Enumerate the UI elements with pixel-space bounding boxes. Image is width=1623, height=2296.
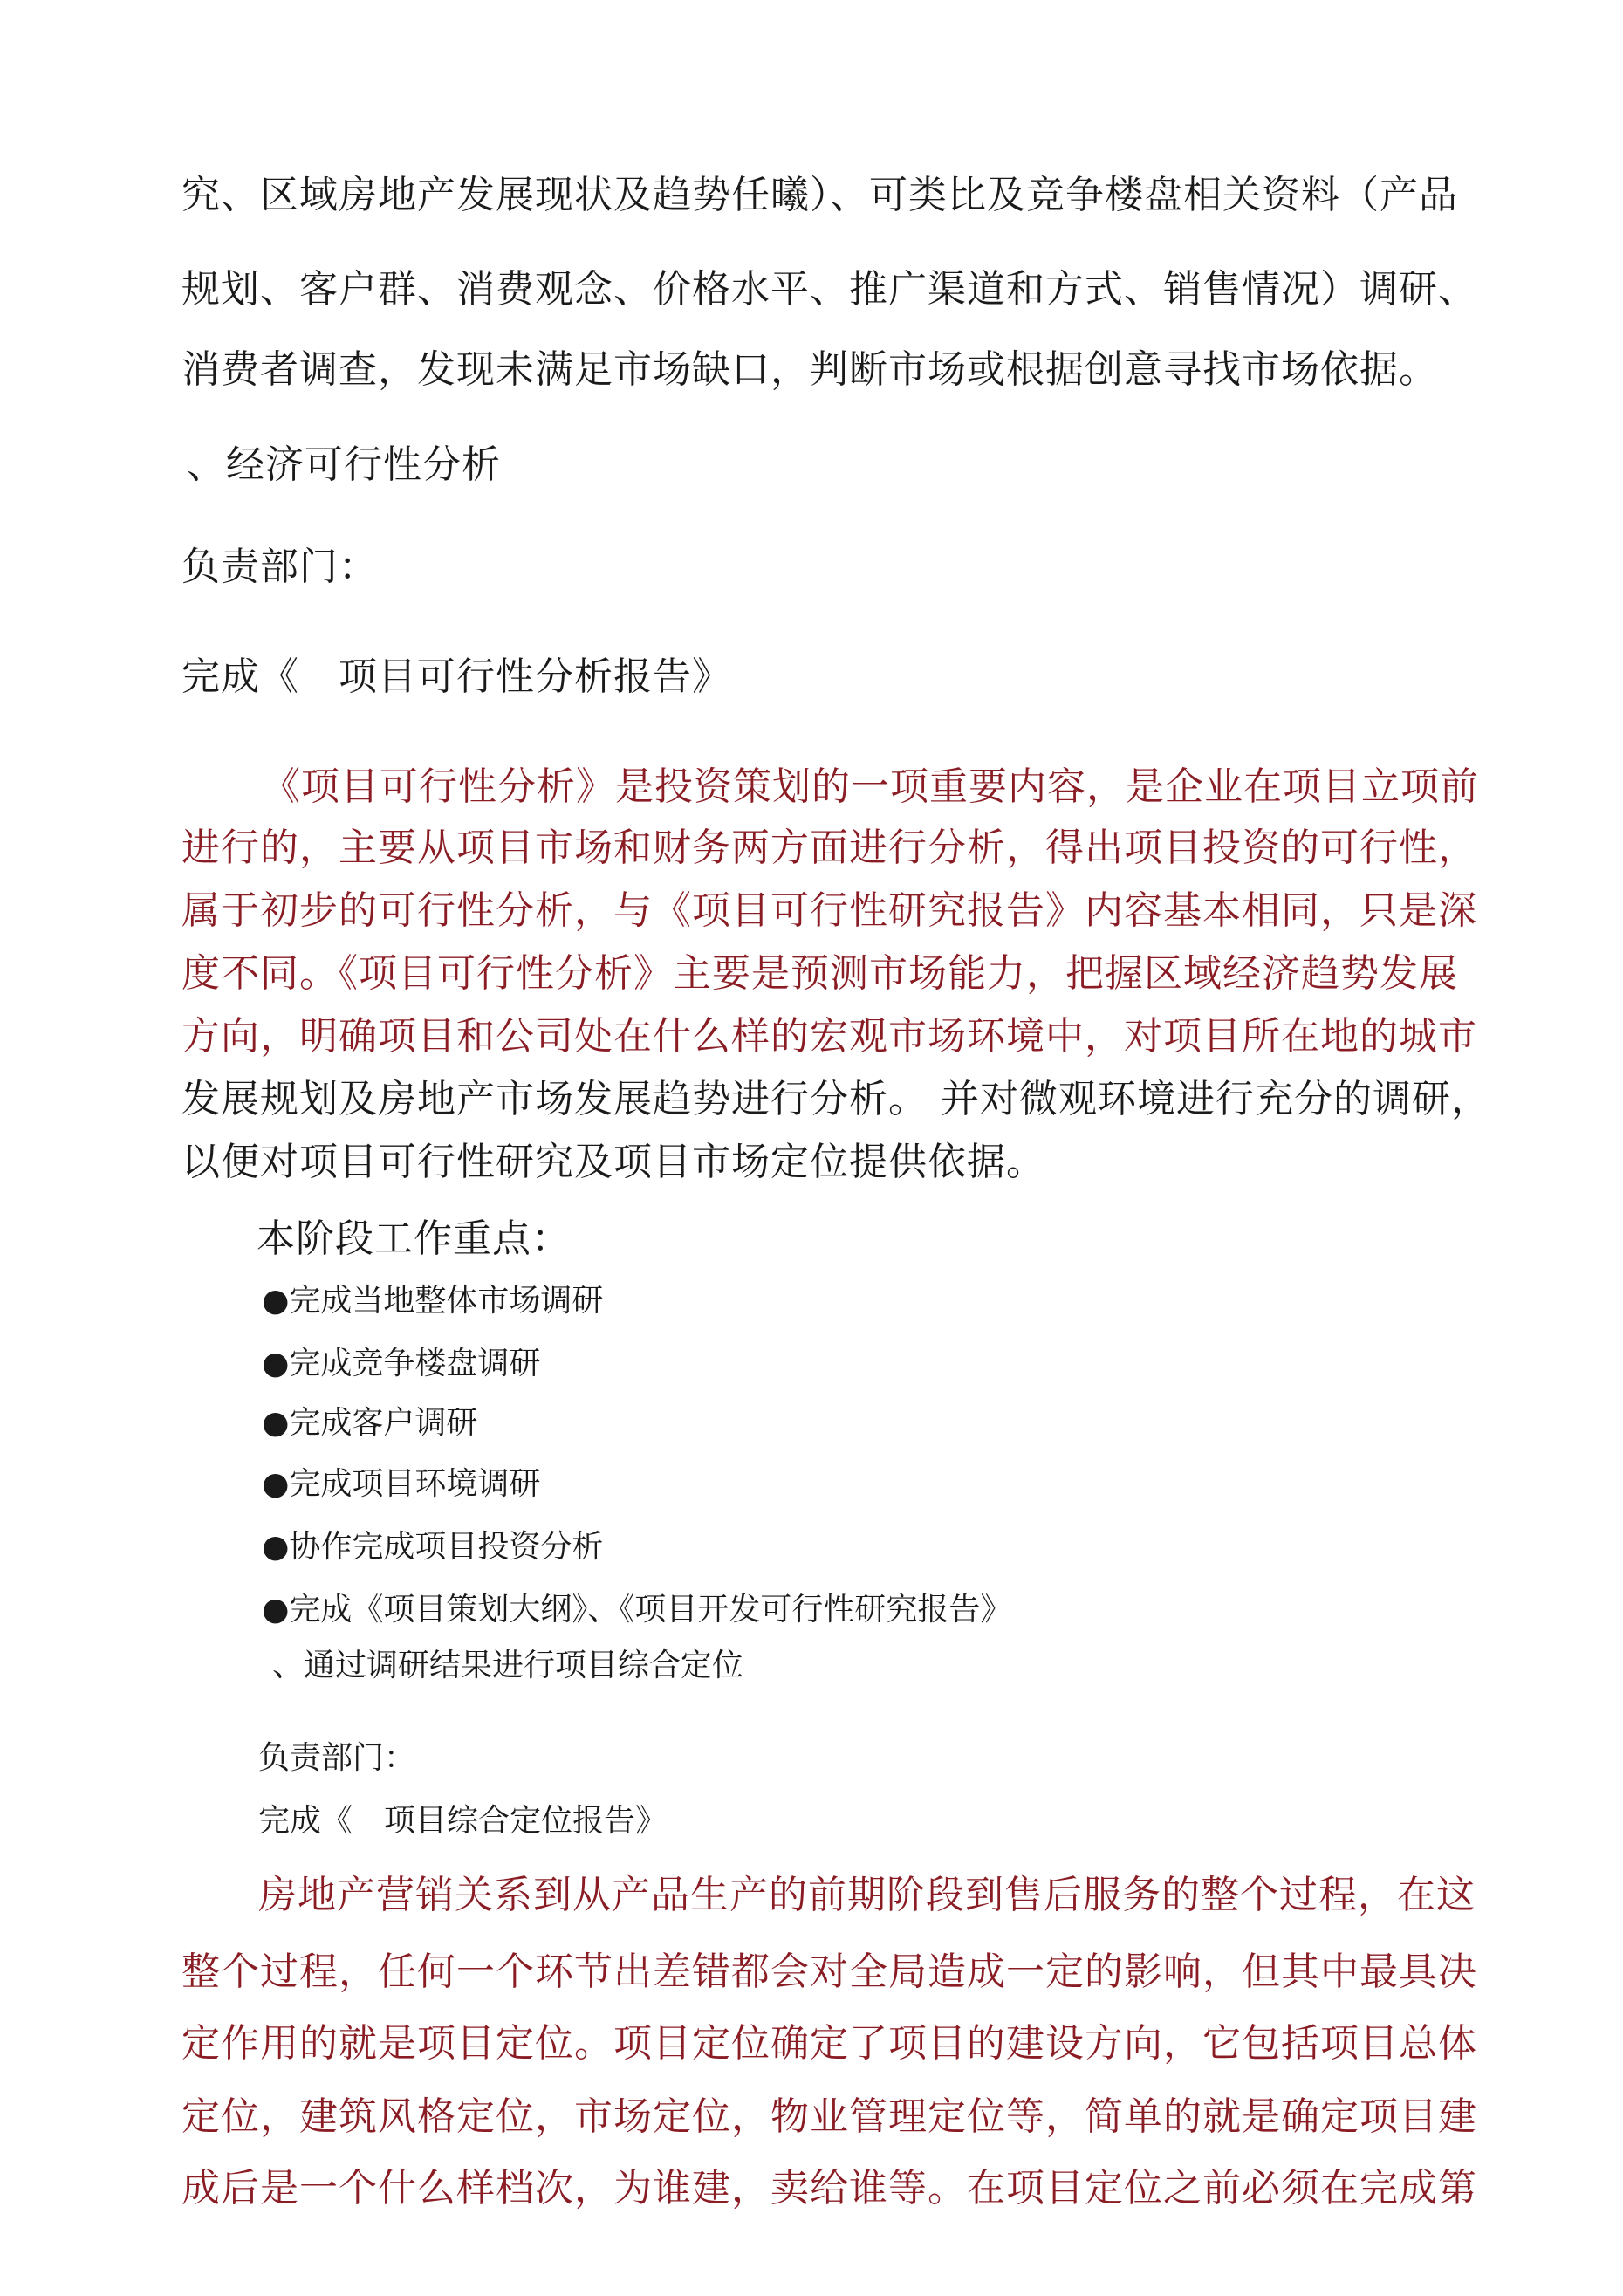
section-heading-position: 、通过调研结果进行项目综合定位 [272, 1648, 744, 1683]
focus-item [262, 1464, 540, 1504]
focus-item-text: 完成客户调研 [289, 1405, 478, 1441]
intro-line-3: 消费者调查，发现未满足市场缺口，判断市场或根据创意寻找市场依据。 [181, 347, 1438, 392]
position-desc-line-5: 成后是一个什么样档次，为谁建，卖给谁等。在项目定位之前必须在完成第 [181, 2166, 1477, 2210]
bullet-icon: ● [262, 1283, 290, 1319]
section-heading-econ: 、经济可行性分析 [187, 442, 501, 487]
econ-desc-line-4: 度不同。《项目可行性分析》主要是预测市场能力，把握区域经济趋势发展 [181, 951, 1458, 996]
focus-item-text: 完成当地整体市场调研 [289, 1283, 604, 1319]
econ-desc-line-3: 属于初步的可行性分析，与《项目可行性研究报告》内容基本相同，只是深 [181, 888, 1477, 933]
position-deliverable: 完成《 项目综合定位报告》 [258, 1803, 668, 1839]
position-desc-line-3: 定作用的就是项目定位。项目定位确定了项目的建设方向，它包括项目总体 [181, 2021, 1477, 2066]
position-dept-label: 负责部门： [258, 1740, 416, 1776]
intro-line-1: 究、区域房地产发展现状及趋势任曦）、可类比及竞争楼盘相关资料（产品 [181, 173, 1458, 217]
bullet-icon: ● [262, 1405, 290, 1441]
position-desc-line-2: 整个过程，任何一个环节出差错都会对全局造成一定的影响，但其中最具决 [181, 1950, 1477, 1994]
econ-desc-line-1: 《项目可行性分析》是投资策划的一项重要内容，是企业在项目立项前 [262, 764, 1479, 809]
focus-heading: 本阶段工作重点： [257, 1217, 571, 1261]
focus-item [262, 1281, 603, 1321]
position-desc-line-4: 定位，建筑风格定位，市场定位，物业管理定位等，简单的就是确定项目建 [181, 2094, 1477, 2139]
econ-desc-line-5: 方向，明确项目和公司处在什么样的宏观市场环境中，对项目所在地的城市 [181, 1014, 1477, 1059]
focus-item-text: 完成项目环境调研 [289, 1466, 541, 1502]
econ-desc-line-6: 发展规划及房地产市场发展趋势进行分析。 并对微观环境进行充分的调研， [181, 1077, 1490, 1121]
focus-item-text: 协作完成项目投资分析 [289, 1529, 604, 1565]
intro-line-2: 规划、客户群、消费观念、价格水平、推广渠道和方式、销售情况）调研、 [181, 267, 1477, 312]
econ-dept-label: 负责部门： [181, 545, 378, 589]
econ-desc-line-2: 进行的，主要从项目市场和财务两方面进行分析，得出项目投资的可行性， [181, 826, 1477, 870]
bullet-icon: ● [262, 1466, 290, 1502]
position-desc-line-1: 房地产营销关系到从产品生产的前期阶段到售后服务的整个过程，在这 [258, 1873, 1476, 1917]
focus-item [262, 1590, 1011, 1630]
bullet-icon: ● [262, 1529, 290, 1565]
econ-desc-line-7: 以便对项目可行性研究及项目市场定位提供依据。 [181, 1140, 1045, 1184]
focus-item [262, 1527, 603, 1567]
focus-item-text: 完成竞争楼盘调研 [289, 1346, 541, 1381]
focus-item [262, 1344, 540, 1384]
bullet-icon: ● [262, 1592, 290, 1628]
focus-item [262, 1403, 477, 1443]
bullet-icon: ● [262, 1346, 290, 1381]
econ-deliverable: 完成《 项目可行性分析报告》 [181, 655, 731, 699]
focus-item-text: 完成《项目策划大纲》、《项目开发可行性研究报告》 [289, 1592, 1012, 1628]
